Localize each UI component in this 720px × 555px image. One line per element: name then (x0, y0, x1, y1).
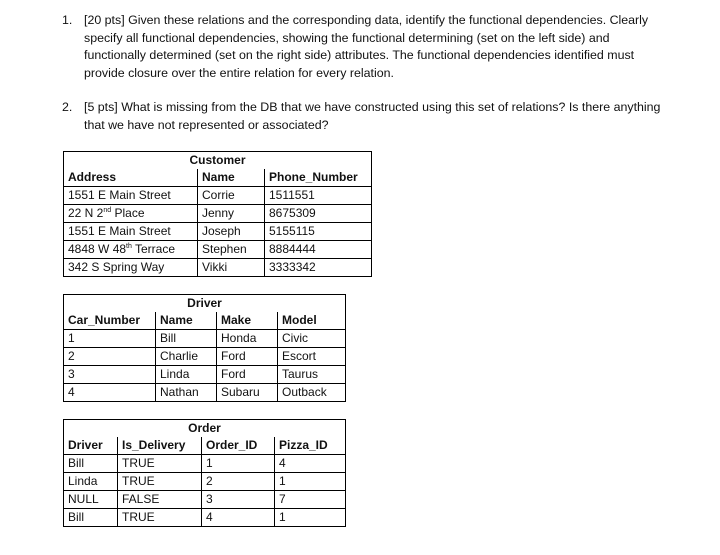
table-title: Driver (64, 295, 346, 313)
cell: 4 (275, 455, 346, 473)
cell: Subaru (217, 384, 278, 402)
cell: 1 (275, 473, 346, 491)
column-header: Driver (64, 437, 118, 455)
address-text: 4848 W 48 (68, 242, 127, 256)
cell: Outback (278, 384, 346, 402)
address-cell: 1551 E Main Street (64, 223, 198, 241)
cell: 4 (64, 384, 156, 402)
table-row (64, 491, 346, 509)
name-cell: Corrie (198, 187, 265, 205)
table-title: Customer (64, 152, 372, 170)
driver-table (63, 294, 346, 402)
column-header: Order_ID (202, 437, 275, 455)
phone-cell: 8884444 (265, 241, 372, 259)
column-header: Name (198, 169, 265, 187)
table-row (64, 473, 346, 491)
cell: Escort (278, 348, 346, 366)
table-row (64, 205, 372, 223)
phone-cell: 1511551 (265, 187, 372, 205)
table-row (64, 241, 372, 259)
customer-table (63, 151, 372, 277)
question-number: 1. (62, 13, 73, 27)
cell: Bill (156, 330, 217, 348)
table-title: Order (64, 420, 346, 438)
cell: 2 (64, 348, 156, 366)
column-header: Is_Delivery (118, 437, 202, 455)
cell: Civic (278, 330, 346, 348)
table-row (64, 348, 346, 366)
cell: TRUE (118, 455, 202, 473)
table-row (64, 259, 372, 277)
question-text: [5 pts] What is missing from the DB that we have constructed using this set of relations? Is there anything that we have not represented or associated? (84, 100, 661, 132)
ordinal-suffix: th (126, 243, 132, 250)
phone-cell: 8675309 (265, 205, 372, 223)
name-cell: Stephen (198, 241, 265, 259)
table-row (64, 509, 346, 527)
question-1 (62, 12, 662, 82)
cell: 1 (64, 330, 156, 348)
order-table (63, 419, 346, 527)
address-text: Terrace (131, 242, 176, 256)
address-cell (64, 241, 198, 259)
cell: 3 (202, 491, 275, 509)
table-row (64, 384, 346, 402)
cell: 4 (202, 509, 275, 527)
column-header: Pizza_ID (275, 437, 346, 455)
cell: Charlie (156, 348, 217, 366)
cell: Ford (217, 348, 278, 366)
table-row (64, 455, 346, 473)
cell: 1 (202, 455, 275, 473)
address-cell: 1551 E Main Street (64, 187, 198, 205)
column-header: Model (278, 312, 346, 330)
question-2 (62, 99, 662, 134)
column-header: Make (217, 312, 278, 330)
name-cell: Jenny (198, 205, 265, 223)
column-header: Name (156, 312, 217, 330)
phone-cell: 5155115 (265, 223, 372, 241)
cell: Taurus (278, 366, 346, 384)
address-cell (64, 205, 198, 223)
cell: Ford (217, 366, 278, 384)
column-header: Phone_Number (265, 169, 372, 187)
question-text: [20 pts] Given these relations and the corresponding data, identify the functional dependencies. Clearly specify all functional dependencies, showing the functional determining (set on the left side) and functionally determined (set on the right side) attributes. The functional dependencies identified must provide closure over the entire relation for every relation. (84, 13, 649, 80)
cell: 1 (275, 509, 346, 527)
address-text: Place (111, 206, 145, 220)
cell: TRUE (118, 509, 202, 527)
question-number: 2. (62, 100, 73, 114)
ordinal-suffix: nd (103, 207, 112, 214)
table-row (64, 187, 372, 205)
table-row (64, 330, 346, 348)
column-header: Car_Number (64, 312, 156, 330)
cell: Bill (64, 509, 118, 527)
cell: TRUE (118, 473, 202, 491)
address-cell: 342 S Spring Way (64, 259, 198, 277)
name-cell: Vikki (198, 259, 265, 277)
cell: Bill (64, 455, 118, 473)
table-row (64, 223, 372, 241)
phone-cell: 3333342 (265, 259, 372, 277)
cell: 3 (64, 366, 156, 384)
cell: NULL (64, 491, 118, 509)
table-row (64, 366, 346, 384)
cell: Linda (156, 366, 217, 384)
column-header: Address (64, 169, 198, 187)
cell: 2 (202, 473, 275, 491)
name-cell: Joseph (198, 223, 265, 241)
cell: Linda (64, 473, 118, 491)
address-text: 22 N 2 (68, 206, 104, 220)
cell: 7 (275, 491, 346, 509)
cell: FALSE (118, 491, 202, 509)
cell: Nathan (156, 384, 217, 402)
cell: Honda (217, 330, 278, 348)
